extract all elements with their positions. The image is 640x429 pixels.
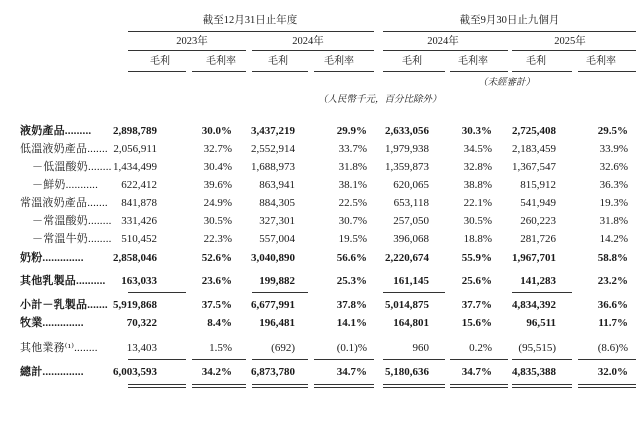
cell: 56.6% [336,252,367,264]
cell: 6,873,780 [251,366,295,378]
year-rule-2025 [512,50,636,51]
row-label: 其他乳製品.......... [20,275,106,287]
grand-total-double-rule-6 [450,384,508,388]
grand-total-double-rule-1 [128,384,186,388]
subtotal-rule-5 [383,292,445,293]
total-rule-8 [578,359,636,360]
cell: 2,552,914 [251,143,295,155]
subheader-rule-1 [128,71,186,72]
cell: 0.2% [469,342,492,354]
cell: 557,004 [259,233,295,245]
grand-total-double-rule-7 [512,384,572,388]
cell: 331,426 [121,215,157,227]
cell: 22.3% [203,233,232,245]
cell: 33.9% [599,143,628,155]
col-gross-profit-3: 毛利 [402,56,422,67]
cell: 32.6% [599,161,628,173]
col-gross-profit-1: 毛利 [150,56,170,67]
cell: 196,481 [259,317,295,329]
cell: 25.6% [461,275,492,287]
cell: 24.9% [203,197,232,209]
total-rule-4 [314,359,374,360]
header-rule-annual [128,31,374,32]
total-rule-2 [192,359,246,360]
cell: 1,688,973 [251,161,295,173]
row-label: －常溫酸奶........ [32,215,112,227]
cell: 14.2% [599,233,628,245]
year-rule-2024b [383,50,508,51]
cell: 396,068 [393,233,429,245]
cell: 541,949 [520,197,556,209]
cell: 96,511 [526,317,556,329]
cell: 52.6% [201,252,232,264]
cell: 34.7% [336,366,367,378]
year-2024-nine-months: 2024年 [427,36,459,47]
cell: 1,434,499 [113,161,157,173]
table-row-subtotal-dairy [0,296,640,314]
cell: 161,145 [393,275,429,287]
col-margin-4: 毛利率 [586,56,616,67]
cell: 620,065 [393,179,429,191]
cell: 4,835,388 [512,366,556,378]
table-row-other-dairy [0,272,640,290]
total-rule-3 [252,359,308,360]
cell: 32.8% [463,161,492,173]
cell: 510,452 [121,233,157,245]
total-rule-5 [383,359,445,360]
subheader-rule-6 [450,71,508,72]
cell: 841,878 [121,197,157,209]
cell: 15.6% [461,317,492,329]
cell: 1,367,547 [512,161,556,173]
cell: 23.6% [201,275,232,287]
cell: 37.8% [336,299,367,311]
cell: (0.1)% [336,342,367,354]
row-label: 液奶產品......... [20,125,92,137]
cell: 23.2% [597,275,628,287]
grand-total-double-rule-3 [252,384,308,388]
cell: 30.7% [338,215,367,227]
cell: 31.8% [599,215,628,227]
cell: 884,305 [259,197,295,209]
cell: 815,912 [520,179,556,191]
cell: 1,979,938 [385,143,429,155]
col-gross-profit-2: 毛利 [268,56,288,67]
table-row-milk-powder [0,249,640,267]
row-label: 常溫液奶產品....... [20,197,108,209]
col-margin-3: 毛利率 [458,56,488,67]
cell: 653,118 [393,197,429,209]
cell: 1,359,873 [385,161,429,173]
header-rule-nine-months [383,31,636,32]
cell: 14.1% [336,317,367,329]
cell: 37.5% [201,299,232,311]
table-row-ranching [0,314,640,332]
cell: 37.7% [461,299,492,311]
cell: 30.4% [203,161,232,173]
col-margin-2: 毛利率 [324,56,354,67]
cell: (8.6)% [597,342,628,354]
cell: 19.3% [599,197,628,209]
cell: 164,801 [393,317,429,329]
total-rule-6 [450,359,508,360]
table-row-total [0,363,640,381]
cell: 1.5% [209,342,232,354]
cell: 6,003,593 [113,366,157,378]
cell: 25.3% [336,275,367,287]
cell: 22.5% [338,197,367,209]
cell: 5,919,868 [113,299,157,311]
cell: 8.4% [207,317,232,329]
row-label: 小計－乳製品....... [20,299,108,311]
cell: 11.7% [598,317,628,329]
cell: 327,301 [259,215,295,227]
subheader-rule-7 [512,71,572,72]
cell: 58.8% [597,252,628,264]
unaudited-note: （未經審計） [478,78,536,88]
cell: 6,677,991 [251,299,295,311]
cell: 3,040,890 [251,252,295,264]
cell: 2,898,789 [113,125,157,137]
cell: 32.0% [597,366,628,378]
cell: 22.1% [463,197,492,209]
year-2025: 2025年 [554,36,586,47]
year-2024-annual: 2024年 [292,36,324,47]
cell: 1,967,701 [512,252,556,264]
subheader-rule-3 [252,71,308,72]
unit-note: （人民幣千元，百分比除外） [318,95,442,105]
cell: 4,834,392 [512,299,556,311]
cell: 281,726 [520,233,556,245]
cell: 5,180,636 [385,366,429,378]
grand-total-double-rule-4 [314,384,374,388]
row-label: 牧業.............. [20,317,84,329]
table-row-chilled-liquid [0,140,640,158]
col-gross-profit-4: 毛利 [526,56,546,67]
row-label: －鮮奶........... [32,179,99,191]
row-label: 總計.............. [20,366,84,378]
subtotal-rule-3 [252,292,308,293]
cell: 34.2% [201,366,232,378]
subtotal-rule-7 [512,292,572,293]
cell: 30.5% [463,215,492,227]
year-rule-2023 [128,50,246,51]
row-label: 低溫液奶產品....... [20,143,108,155]
total-rule-1 [128,359,186,360]
subheader-rule-4 [314,71,374,72]
grand-total-double-rule-8 [578,384,636,388]
grand-total-double-rule-5 [383,384,445,388]
period-header-annual: 截至12月31日止年度 [202,15,298,26]
subtotal-rule-1 [128,292,186,293]
table-row-liquid-milk [0,122,640,140]
cell: 30.5% [203,215,232,227]
cell: 36.3% [599,179,628,191]
table-row-chilled-yogurt [0,158,640,176]
row-label: －常溫牛奶........ [32,233,112,245]
cell: 163,033 [121,275,157,287]
cell: 29.5% [597,125,628,137]
col-margin-1: 毛利率 [206,56,236,67]
cell: (95,515) [518,342,556,354]
cell: 2,858,046 [113,252,157,264]
cell: 55.9% [461,252,492,264]
year-2023: 2023年 [176,36,208,47]
period-header-nine-months: 截至9月30日止九個月 [459,15,560,26]
cell: 38.1% [338,179,367,191]
cell: 622,412 [121,179,157,191]
row-label: 其他業務⁽¹⁾........ [20,342,98,354]
table-row-ambient-milk [0,230,640,248]
table-row-ambient-liquid [0,194,640,212]
cell: (692) [271,342,295,354]
subheader-rule-5 [383,71,445,72]
cell: 34.5% [463,143,492,155]
cell: 141,283 [520,275,556,287]
total-rule-7 [512,359,572,360]
cell: 863,941 [259,179,295,191]
table-row-other-business [0,339,640,357]
cell: 257,050 [393,215,429,227]
cell: 36.6% [597,299,628,311]
row-label: －低溫酸奶........ [32,161,112,173]
cell: 19.5% [338,233,367,245]
cell: 70,322 [126,317,157,329]
table-row-fresh-milk [0,176,640,194]
cell: 3,437,219 [251,125,295,137]
cell: 38.8% [463,179,492,191]
cell: 34.7% [461,366,492,378]
grand-total-double-rule-2 [192,384,246,388]
cell: 18.8% [463,233,492,245]
cell: 2,056,911 [113,143,157,155]
year-rule-2024a [252,50,374,51]
cell: 32.7% [203,143,232,155]
cell: 199,882 [259,275,295,287]
cell: 30.0% [201,125,232,137]
cell: 31.8% [338,161,367,173]
cell: 2,633,056 [385,125,429,137]
cell: 39.6% [203,179,232,191]
cell: 5,014,875 [385,299,429,311]
cell: 13,403 [126,342,157,354]
cell: 2,220,674 [385,252,429,264]
cell: 29.9% [336,125,367,137]
subheader-rule-8 [578,71,636,72]
cell: 2,183,459 [512,143,556,155]
row-label: 奶粉.............. [20,252,84,264]
cell: 33.7% [338,143,367,155]
cell: 960 [412,342,429,354]
cell: 2,725,408 [512,125,556,137]
subheader-rule-2 [192,71,246,72]
cell: 30.3% [461,125,492,137]
table-row-ambient-yogurt [0,212,640,230]
cell: 260,223 [520,215,556,227]
